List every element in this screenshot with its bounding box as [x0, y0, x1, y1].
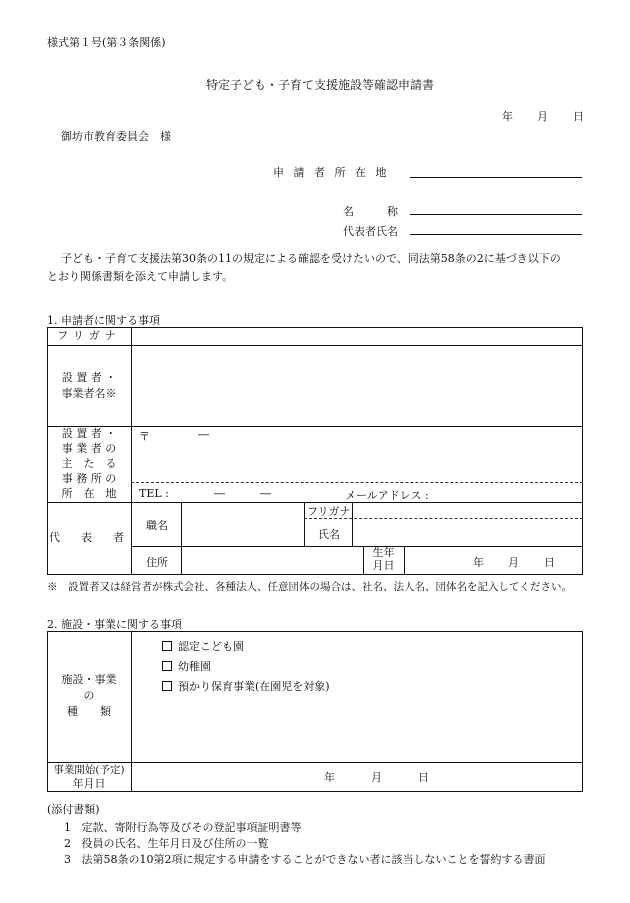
checkbox-icon[interactable]: [162, 641, 172, 651]
applicant-name-label: 名 称: [343, 205, 398, 218]
intro-text-line2: とおり関係書類を添えて申請します。: [47, 270, 234, 283]
postal-code-field-1[interactable]: [155, 428, 195, 442]
start-year-field[interactable]: [250, 765, 320, 787]
option-label: 幼稚園: [178, 660, 211, 673]
start-day-field[interactable]: [383, 765, 415, 787]
start-label-1: 事業開始(予定): [53, 764, 125, 776]
office-address-field[interactable]: [132, 444, 582, 480]
intro-text-line1: 子ども・子育て支援法第30条の11の規定による確認を受けたいので、同法第58条の2に基づき以下の: [61, 252, 561, 265]
office-label-3: 主 た る: [61, 457, 117, 470]
birth-day-label: 日: [544, 556, 555, 569]
start-year-label: 年: [324, 771, 335, 784]
birth-month-label: 月: [508, 556, 519, 569]
birth-label-2: 月日: [372, 559, 395, 572]
attachments-heading: (添付書類): [47, 803, 100, 816]
option-certified-kodomoen[interactable]: [162, 638, 244, 654]
applicant-rep-field[interactable]: [410, 234, 582, 235]
option-childcare-service[interactable]: [162, 678, 330, 694]
attachment-text: 法第58条の10第2項に規定する申請をすることができない者に該当しないことを誓約する書面: [81, 853, 546, 866]
furigana-label: フリガナ: [57, 329, 121, 342]
s1-office-dash-line: [131, 482, 583, 483]
postal-dash: ―: [198, 428, 209, 441]
rep-address-field[interactable]: [182, 547, 362, 574]
option-kindergarten[interactable]: [162, 658, 211, 674]
furigana-field[interactable]: [132, 328, 582, 344]
founder-name-field[interactable]: [132, 346, 582, 425]
tel-label: TEL :: [139, 487, 169, 500]
checkbox-icon[interactable]: [162, 661, 172, 671]
tel-dash-2: ―: [260, 487, 271, 500]
attachment-item: [64, 819, 302, 835]
addressee: 御坊市教育委員会 様: [61, 130, 171, 143]
attachment-text: 役員の氏名、生年月日及び住所の一覧: [81, 837, 269, 850]
birth-label-1: 生年: [372, 546, 395, 559]
tel-field-3[interactable]: [274, 485, 314, 499]
form-number: 様式第１号(第３条関係): [47, 36, 166, 49]
rep-address-label: 住所: [146, 556, 168, 569]
s2-label-divider: [131, 631, 132, 792]
attachment-number: 1: [64, 821, 71, 834]
type-label-2: の: [83, 689, 95, 702]
tel-field-2[interactable]: [228, 485, 256, 499]
email-label: メールアドレス :: [345, 489, 429, 502]
date-year-label: 年: [502, 110, 513, 123]
applicant-address-field[interactable]: [410, 177, 582, 178]
start-label-2: 年月日: [72, 777, 106, 790]
start-day-label: 日: [418, 771, 429, 784]
founder-label-1: 設 置 者 ・: [61, 371, 117, 384]
birth-year-label: 年: [473, 556, 484, 569]
tel-field-1[interactable]: [170, 485, 208, 499]
applicant-name-field[interactable]: [410, 214, 582, 215]
s1-rep-divider-2: [304, 502, 305, 546]
section2-heading: 2. 施設・事業に関する事項: [47, 618, 182, 631]
position-field[interactable]: [182, 503, 303, 545]
date-day-label: 日: [573, 110, 584, 123]
footnote: ※ 設置者又は経営者が株式会社、各種法人、任意団体の場合は、社名、法人名、団体名を記入してください。: [47, 581, 572, 593]
rep-name-field[interactable]: [353, 520, 582, 545]
attachment-text: 定款、寄附行為等及びその登記事項証明書等: [81, 821, 302, 834]
start-month-label: 月: [371, 771, 382, 784]
rep-name-label: 氏名: [318, 528, 340, 541]
office-label-1: 設 置 者 ・: [61, 427, 117, 440]
tel-dash-1: ―: [214, 487, 225, 500]
postal-mark: 〒: [139, 430, 150, 443]
section1-heading: 1. 申請者に関する事項: [47, 314, 160, 327]
attachment-number: 2: [64, 837, 71, 850]
attachment-item: [64, 851, 546, 867]
date-month-label: 月: [537, 110, 548, 123]
email-field[interactable]: [436, 485, 581, 499]
attachment-item: [64, 835, 269, 851]
office-label-2: 事 業 者 の: [61, 442, 117, 455]
applicant-address-label: 申 請 者 所 在 地: [273, 166, 390, 179]
page-title: 特定子ども・子育て支援施設等確認申請書: [206, 78, 435, 92]
office-label-5: 所 在 地: [61, 487, 117, 500]
checkbox-icon[interactable]: [162, 681, 172, 691]
type-label-1: 施設・事業: [61, 673, 117, 686]
attachment-number: 3: [64, 853, 71, 866]
applicant-rep-label: 代表者氏名: [343, 225, 398, 238]
office-label-4: 事 務 所 の: [61, 472, 117, 485]
option-label: 預かり保育事業(在園児を対象): [178, 680, 330, 693]
option-label: 認定こども園: [178, 640, 244, 653]
s1-rep-divider-5: [404, 546, 405, 575]
rep-furigana-field[interactable]: [353, 503, 582, 517]
position-label: 職名: [146, 519, 168, 532]
type-label-3: 種 類: [67, 705, 111, 718]
start-month-field[interactable]: [336, 765, 368, 787]
rep-furigana-label: フリガナ: [307, 505, 351, 518]
rep-label: 代 表 者: [49, 531, 129, 544]
founder-label-2: 事業者名※: [61, 387, 117, 400]
postal-code-field-2[interactable]: [210, 428, 270, 442]
